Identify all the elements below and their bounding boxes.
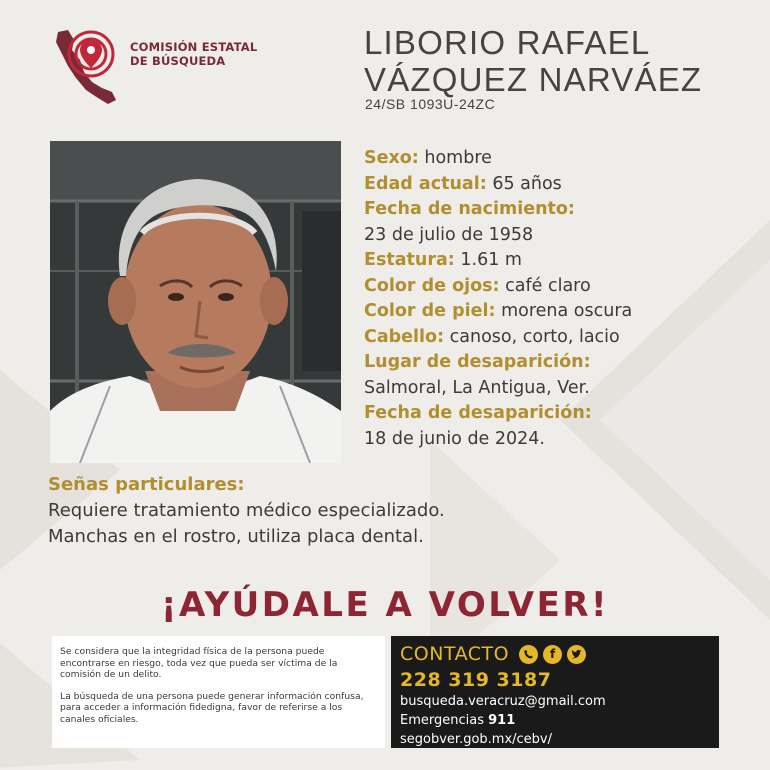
detail-piel [364,299,632,325]
cabello-value: canoso, corto, lacio [449,326,620,347]
detail-fecha-value [364,427,632,453]
whatsapp-icon[interactable] [519,645,538,664]
fecha-value: 18 de junio de 2024. [364,428,545,449]
detail-estatura [364,248,632,274]
case-code: 24/SB 1093U-24ZC [365,96,496,112]
detail-fecha-label [364,401,632,427]
contact-header [400,640,719,668]
detail-nacimiento-label [364,197,632,223]
estatura-value: 1.61 m [460,250,522,270]
detail-lugar-value [364,376,632,402]
person-name-line-2: VÁZQUEZ NARVÁEZ [364,61,703,98]
detail-edad [364,172,632,198]
edad-value: 65 años [492,173,562,194]
ojos-value: café claro [505,275,591,296]
ojos-label: Color de ojos: [364,275,500,296]
person-photo [50,141,341,463]
contact-email[interactable]: busqueda.veracruz@gmail.com [400,694,606,709]
logo-line-2: DE BÚSQUEDA [130,54,226,68]
disclaimer-paragraph-2: La búsqueda de una persona puede generar información confusa, para acceder a información fidedigna, favor de referirse a los canales oficiales. [60,690,364,725]
detail-nacimiento-value [364,223,632,249]
logo-text [130,40,257,68]
twitter-icon[interactable] [567,645,586,664]
contact-emergency [400,711,719,730]
emergency-number[interactable]: 911 [488,713,516,728]
piel-label: Color de piel: [364,301,496,321]
fecha-label: Fecha de desaparición: [364,403,592,423]
detail-cabello [364,325,632,351]
sexo-value: hombre [424,148,492,168]
detail-ojos [364,274,632,300]
lugar-label: Lugar de desaparición: [364,352,591,372]
distinguishing-marks [48,472,445,550]
detail-lugar-label [364,350,632,376]
logo-line-1: COMISIÓN ESTATAL [130,40,258,54]
lugar-value: Salmoral, La Antigua, Ver. [364,377,590,398]
emergency-label: Emergencias [400,713,484,728]
estatura-label: Estatura: [364,250,455,270]
person-name [364,24,702,98]
detail-sexo [364,146,632,172]
person-details [364,146,632,452]
nacimiento-value: 23 de julio de 1958 [364,224,534,245]
piel-value: morena oscura [501,301,633,321]
senas-line-2: Manchas en el rostro, utiliza placa dental. [48,526,424,547]
cabello-label: Cabello: [364,326,445,347]
facebook-icon[interactable]: f [543,645,562,664]
edad-label: Edad actual: [364,173,487,194]
disclaimer-paragraph-1: Se considera que la integridad física de la persona puede encontrarse en riesgo, toda vez que pueda ser víctima de la comisión de un delito. [60,646,338,681]
disclaimer-box [52,636,385,748]
senas-label-row [48,472,445,498]
contact-box [391,636,719,748]
nacimiento-label: Fecha de nacimiento: [364,199,575,219]
veracruz-map-pin-icon [50,26,125,106]
contact-phone[interactable]: 228 319 3187 [400,669,552,691]
sexo-label: Sexo: [364,148,419,168]
senas-line-1: Requiere tratamiento médico especializado. [48,500,445,521]
call-to-action: ¡AYÚDALE A VOLVER! [160,585,610,625]
contact-website[interactable]: segobver.gob.mx/cebv/ [400,732,553,747]
commission-logo [50,26,270,106]
person-name-line-1: LIBORIO RAFAEL [364,24,651,61]
contact-title: CONTACTO [400,643,510,665]
senas-label: Señas particulares: [48,474,245,495]
